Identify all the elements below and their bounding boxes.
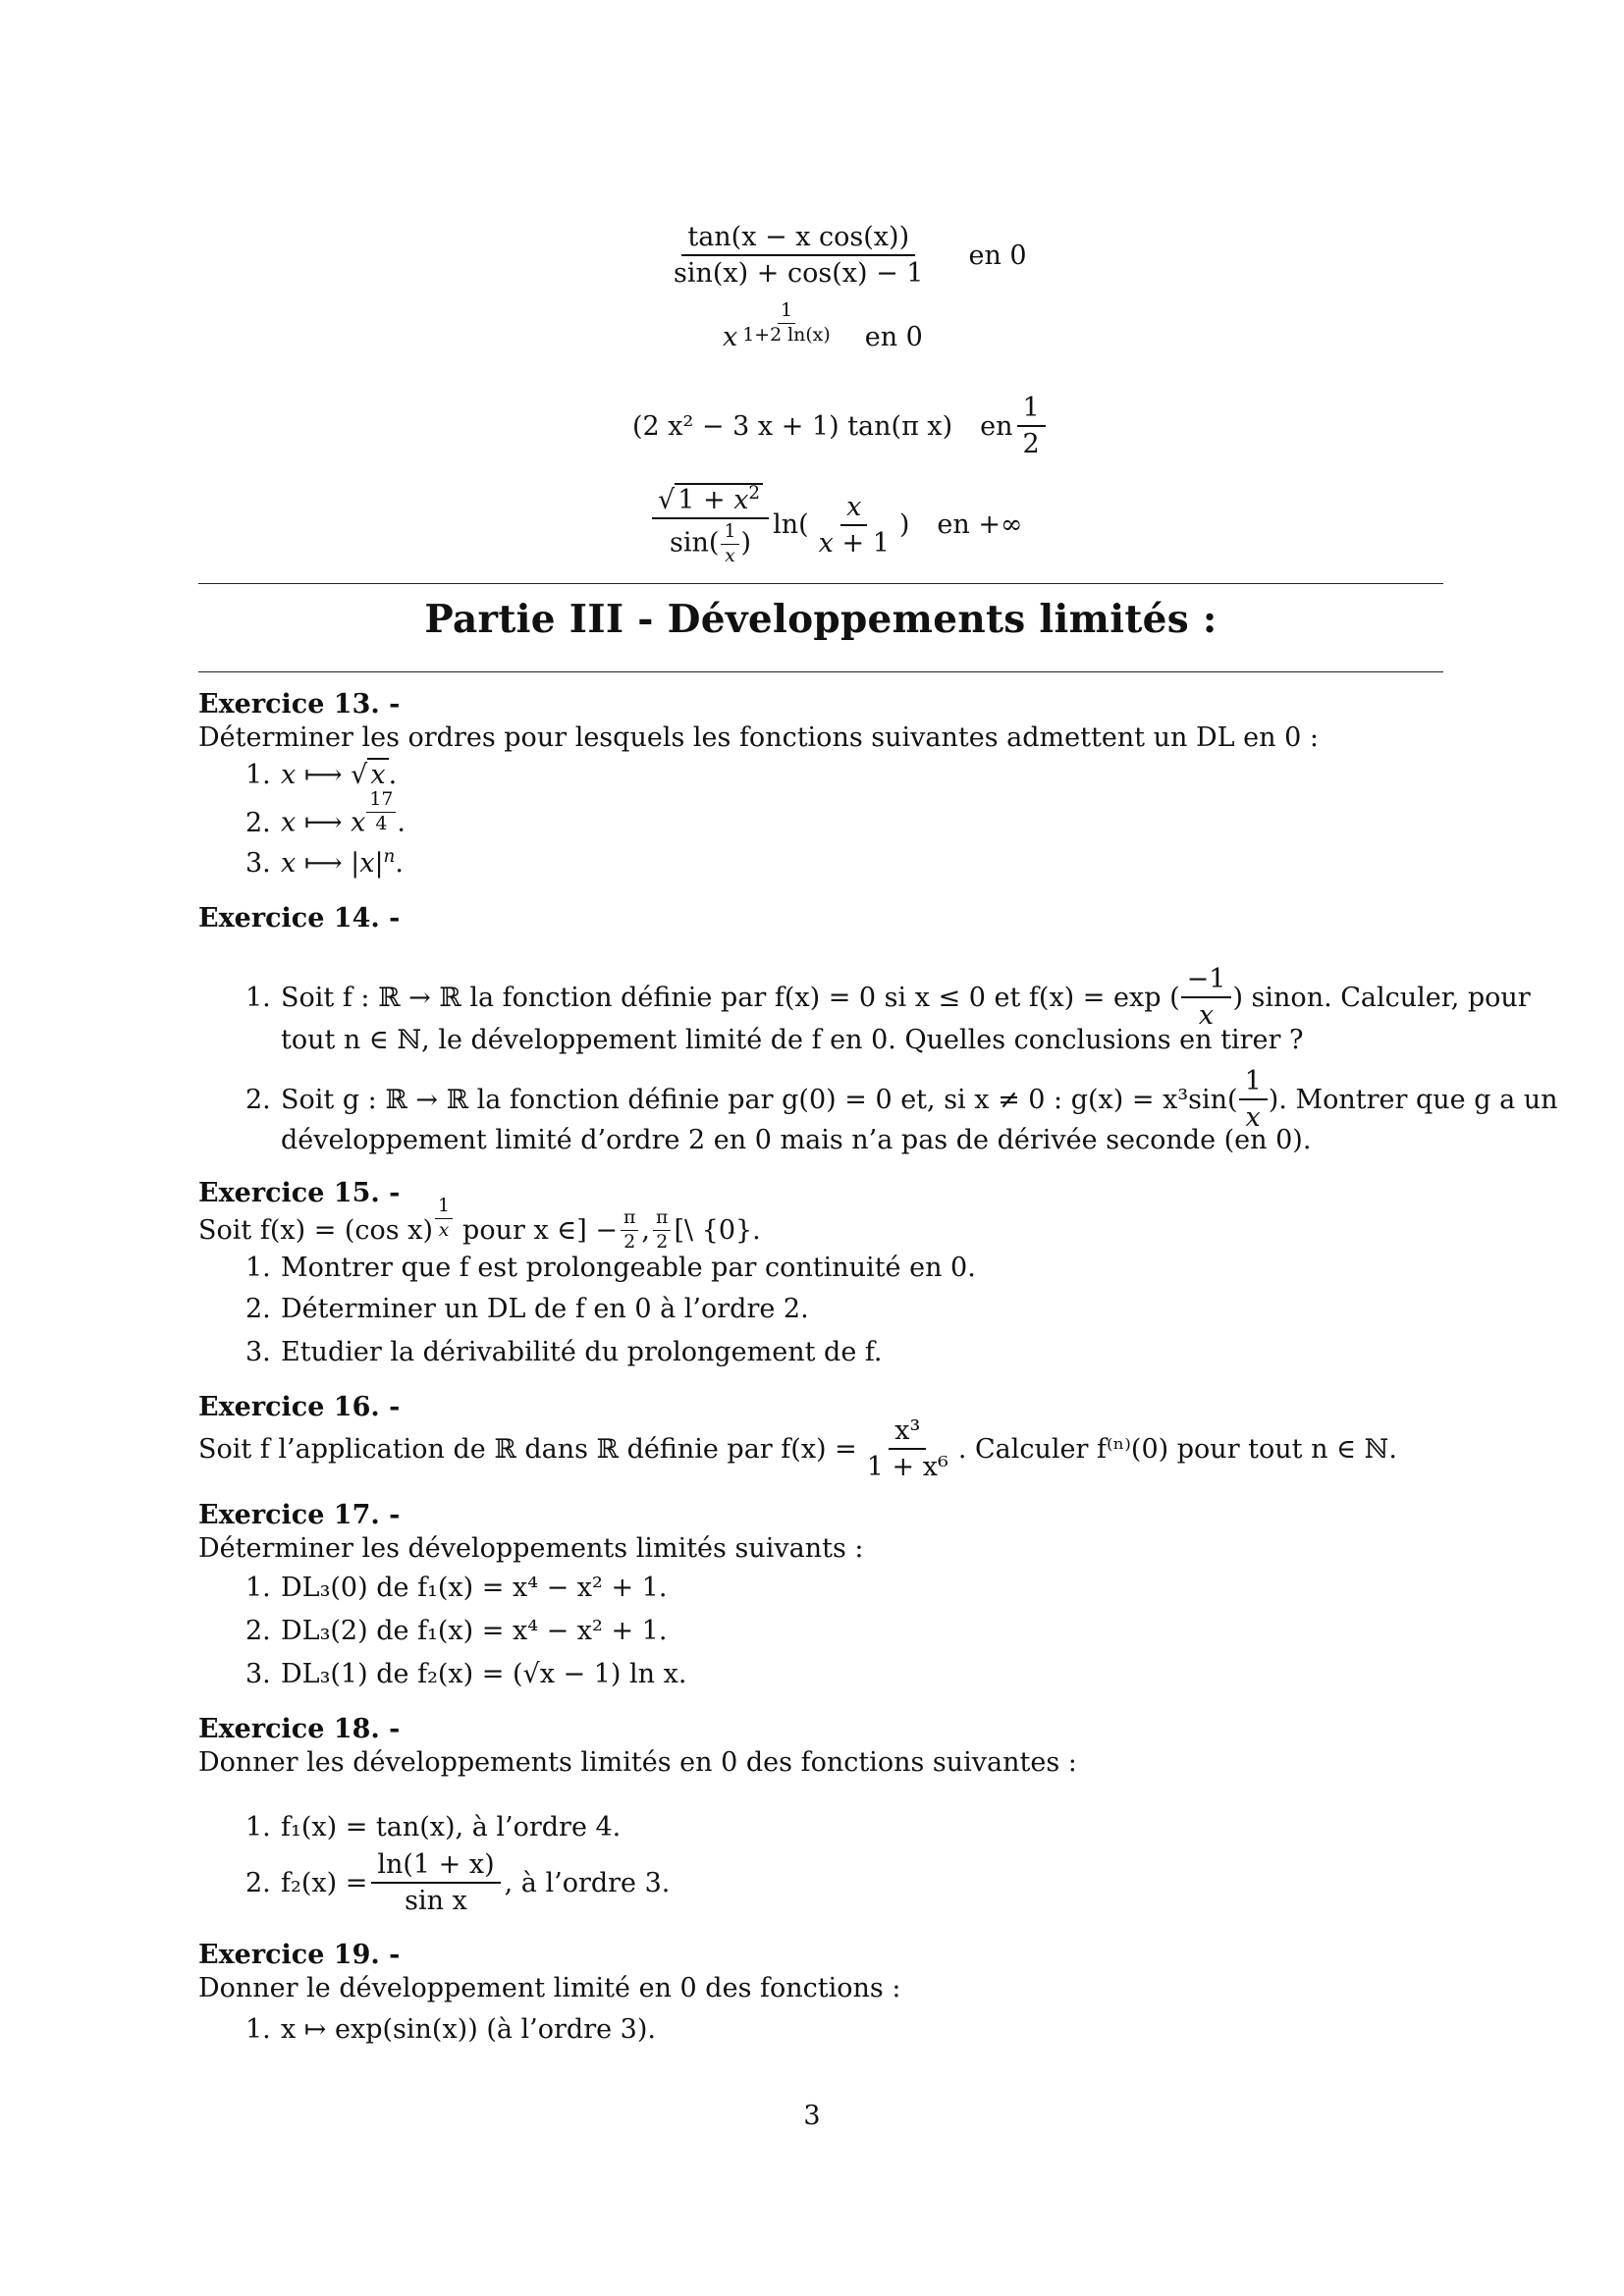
exercise-17-item-2: 2. DL₃(2) de f₁(x) = x⁴ − x² + 1. [245, 1616, 668, 1646]
exercise-15-intro-a: Soit f(x) = (cos x) [198, 1214, 434, 1246]
exercise-17-item-3: 3. DL₃(1) de f₂(x) = (√x − 1) ln x. [245, 1659, 687, 1689]
exercise-13-item-1: 1. x ⟼ √ x . [245, 760, 398, 790]
limit-2-base: x [723, 321, 738, 352]
exercise-15-item-1: 1. Montrer que f est prolongeable par continuité en 0. [245, 1253, 976, 1283]
limit-3-point-label: en [980, 410, 1013, 442]
exercise-14-item-1-denominator: x [1198, 1000, 1215, 1032]
exercise-14-item-1-numerator: −1 [1181, 964, 1232, 998]
exercise-15-item-3: 3. Etudier la dérivabilité du prolongement de f. [245, 1337, 883, 1367]
exercise-19-title: Exercice 19. - [198, 1940, 401, 1970]
exercise-15-intro: Soit f(x) = (cos x) $\frac{1}{x}$ pour x ∈] − $\frac{\pi}{2}$ , $\frac{\pi}{2}$ [\ {0}. [198, 1195, 761, 1253]
exercise-13-item-2: 2. x ⟼ x $\frac{17}{4}$ . [245, 788, 406, 838]
exercise-18-item-2: 2. f₂(x) = $\frac{\ln(1 + x)}{\text{sin x}}$ , à l’ordre 3. [245, 1849, 671, 1917]
limit-2-exponent-denominator: 1+2 ln(x) [742, 323, 831, 346]
exercise-14-item-1-text-a: Soit f : ℝ → ℝ la fonction définie par f(x) = 0 si x ≤ 0 et f(x) = exp ( [281, 982, 1180, 1013]
exercise-14-title: Exercice 14. - [198, 903, 401, 934]
exercise-19-item-1: 1. x ↦ exp(sin(x)) (à l’ordre 3). [245, 2014, 656, 2045]
limit-1-denominator: sin(x) + cos(x) − 1 [674, 258, 924, 290]
limit-2-point: en 0 [864, 321, 923, 352]
exercise-14-item-2-text-a: Soit g : ℝ → ℝ la fonction définie par g(0) = 0 et, si x ≠ 0 : g(x) = x³sin( [281, 1084, 1238, 1115]
limit-3-point-denominator: 2 [1022, 429, 1040, 460]
exercise-14-item-2-continuation: développement limité d’ordre 2 en 0 mais n’a pas de dérivée seconde (en 0). [281, 1125, 1312, 1155]
divider-top [198, 583, 1443, 584]
exercise-14-item-2: 2. Soit g : ℝ → ℝ la fonction définie par g(0) = 0 et, si x ≠ 0 : g(x) = x³sin( $\frac{1}{x}$ ). Montrer que g a un [245, 1066, 1558, 1134]
limit-3-expression: (2 x² − 3 x + 1) tan(π x) [632, 410, 953, 442]
exercise-18-item-2-text-b: , à l’ordre 3. [504, 1867, 671, 1898]
exercise-17-title: Exercice 17. - [198, 1500, 401, 1530]
exercise-16-text-a: Soit f l’application de ℝ dans ℝ définie par f(x) = [198, 1433, 857, 1465]
exercise-14-item-1: 1. Soit f : ℝ → ℝ la fonction définie par f(x) = 0 si x ≤ 0 et f(x) = exp ( $\frac{-1}{x}$ ) sinon. Calculer, pour [245, 964, 1531, 1032]
exercise-18-item-2-numerator: ln(1 + x) [371, 1849, 500, 1884]
exercise-14-item-2-numerator: 1 [1239, 1066, 1268, 1100]
exercise-15-item-2: 2. Déterminer un DL de f en 0 à l’ordre 2. [245, 1294, 809, 1324]
exercise-18-intro: Donner les développements limités en 0 des fonctions suivantes : [198, 1747, 1077, 1778]
limit-expression-4: √ $1 + x^2$ sin( $\frac{1}{x}$ ) ln( $\frac{x}{x + 1}$ ) en +∞ [648, 483, 1023, 567]
section-title: Partie III - Développements limités : [424, 597, 1218, 642]
limit-1-numerator: tan(x − x cos(x)) [681, 222, 915, 256]
exercise-14-item-1-text-b: ) sinon. Calculer, pour [1232, 982, 1531, 1013]
exercise-15-intro-b: pour x ∈] − [462, 1214, 618, 1246]
limit-expression-1 [664, 222, 1027, 289]
exercise-17-intro: Déterminer les développements limités suivants : [198, 1533, 864, 1564]
exercise-16-text [198, 1415, 1397, 1482]
exercise-16-text-b: . Calculer f⁽ⁿ⁾(0) pour tout n ∈ ℕ. [957, 1433, 1397, 1465]
limit-expression-2 [723, 299, 923, 359]
exercise-14-item-1-continuation: tout n ∈ ℕ, le développement limité de f en 0. Quelles conclusions en tirer ? [281, 1025, 1304, 1055]
exercise-15-intro-c: [\ {0}. [674, 1214, 761, 1246]
exercise-13-title: Exercice 13. - [198, 689, 401, 720]
exercise-16-numerator: x³ [889, 1415, 926, 1450]
exercise-14-item-2-denominator: x [1245, 1102, 1261, 1134]
limit-4-point: en +∞ [937, 509, 1023, 541]
exercise-18-item-2-denominator: sin x [405, 1886, 467, 1917]
exercise-13-item-3: 3. x ⟼ $|x|^n$. [245, 846, 404, 879]
exercise-16-denominator: 1 + x⁶ [866, 1452, 948, 1483]
divider-bottom [198, 671, 1443, 672]
exercise-18-item-1: 1. f₁(x) = tan(x), à l’ordre 4. [245, 1812, 622, 1842]
exercise-18-item-2-text-a: f₂(x) = [281, 1867, 368, 1898]
exercise-19-intro: Donner le développement limité en 0 des fonctions : [198, 1973, 901, 2003]
exercise-15-title: Exercice 15. - [198, 1178, 401, 1208]
limit-expression-3 [632, 393, 1050, 459]
limit-3-point-numerator: 1 [1017, 393, 1046, 427]
exercise-14-item-2-text-b: ). Montrer que g a un [1268, 1084, 1558, 1115]
page-number: 3 [803, 2101, 821, 2131]
limit-2-exponent-numerator: 1 [778, 300, 795, 324]
exercise-13-intro: Déterminer les ordres pour lesquels les fonctions suivantes admettent un DL en 0 : [198, 722, 1319, 753]
limit-1-point: en 0 [968, 240, 1027, 271]
exercise-16-title: Exercice 16. - [198, 1392, 401, 1422]
exercise-18-title: Exercice 18. - [198, 1714, 401, 1744]
exercise-17-item-1: 1. DL₃(0) de f₁(x) = x⁴ − x² + 1. [245, 1573, 668, 1603]
